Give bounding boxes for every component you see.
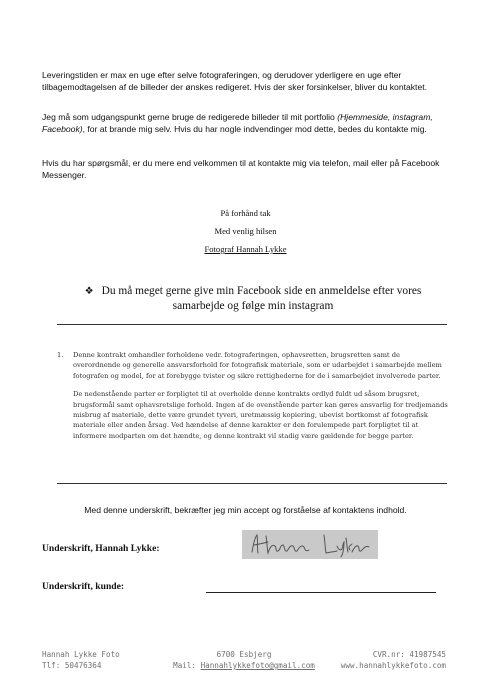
footer-mail-link[interactable]: Hannahlykkefoto@gmail.com — [200, 661, 315, 670]
clause-paragraph-2: De nedenstående parter er forpligtet til at overholde denne kontrakts ordlyd fuldt ud såsom brugsret, brugsformål samt ophavsretslige forhold. Ingen af de ovenstående parter kan gøres ansvarlig for tredjemands misbrug af materiale, dette være grundet tyveri, uretmæssig kopiering, ubevist bortkomst af fotografisk materiale eller anden årsag. Ved hændelse af denne karakter er den forulempede part forpligtet til at informere modparten om det hændte, og denne kontrakt vil stadig være gældende for begge parter. — [73, 390, 448, 440]
regards-line: Med venlig hilsen — [214, 226, 277, 236]
photographer-signature-label: Underskrift, Hannah Lykke: — [42, 543, 160, 554]
diamond-bullet-icon: ❖ — [84, 286, 94, 297]
footer-cvr: CVR.nr: 41987545 — [372, 650, 446, 659]
customer-signature-label: Underskrift, kunde: — [42, 581, 125, 592]
contract-clause — [57, 350, 449, 449]
clause-paragraph-1: Denne kontrakt omhandler forholdene vedr. fotograferingen, ophavsretten, brugsretten samt de overordnende og generelle ansvarsforhold for fotografisk materiale, som er udarbejdet i samarbejde mellem fotografen og model, for at forebygge tvister og sikre rettighederne for de i samarbejdet involverede parter. — [73, 351, 442, 380]
footer-business-name: Hannah Lykke Foto — [42, 650, 120, 659]
confirmation-text: Med denne underskrift, bekræfter jeg min accept og forståelse af kontaktens indhold. — [84, 505, 407, 515]
facebook-note-text: Du må meget gerne give min Facebook side en anmeldelse efter vores samarbejde og følge min instagram — [101, 285, 422, 313]
customer-signature-line[interactable] — [206, 592, 436, 593]
footer-website[interactable]: www.hannahlykkefoto.com — [340, 661, 446, 670]
facebook-review-note — [78, 284, 428, 314]
thanks-line: På forhånd tak — [220, 208, 271, 218]
divider-bottom — [57, 483, 447, 484]
portfolio-paragraph — [42, 112, 454, 135]
footer — [42, 649, 446, 671]
footer-row-1 — [42, 649, 446, 660]
delivery-paragraph: Leveringstiden er max en uge efter selve fotograferingen, og derudover yderligere en uge efter tilbagemodtagelsen af de billeder der ønskes redigeret. Hvis der sker forsinkelser, bliver du kontaktet. — [42, 70, 428, 92]
photographer-signoff — [0, 244, 491, 255]
footer-phone: Tlf: 50476364 — [42, 661, 102, 670]
signature-scribble — [242, 530, 378, 559]
portfolio-text-start: Jeg må som udgangspunkt gerne bruge de redigerede billeder til mit portfolio — [42, 112, 338, 122]
signoff-name: Fotograf Hannah Lykke — [204, 244, 287, 254]
clause-number: 1. — [57, 351, 64, 359]
contact-paragraph: Hvis du har spørgsmål, er du mere end velkommen til at kontakte mig via telefon, mail eller på Facebook Messenger. — [42, 158, 440, 180]
footer-row-2 — [42, 660, 446, 671]
portfolio-channels: (Hjemmeside, instagram, Facebook) — [42, 112, 433, 134]
footer-city: 6700 Esbjerg — [216, 650, 272, 659]
portfolio-text-end: , for at brande mig selv. Hvis du har nogle indvendinger mod dette, bedes du kontakte mig. — [82, 123, 427, 134]
footer-mail-label: Mail: — [173, 661, 201, 670]
handwritten-signature — [242, 530, 378, 559]
divider-top — [57, 324, 447, 325]
